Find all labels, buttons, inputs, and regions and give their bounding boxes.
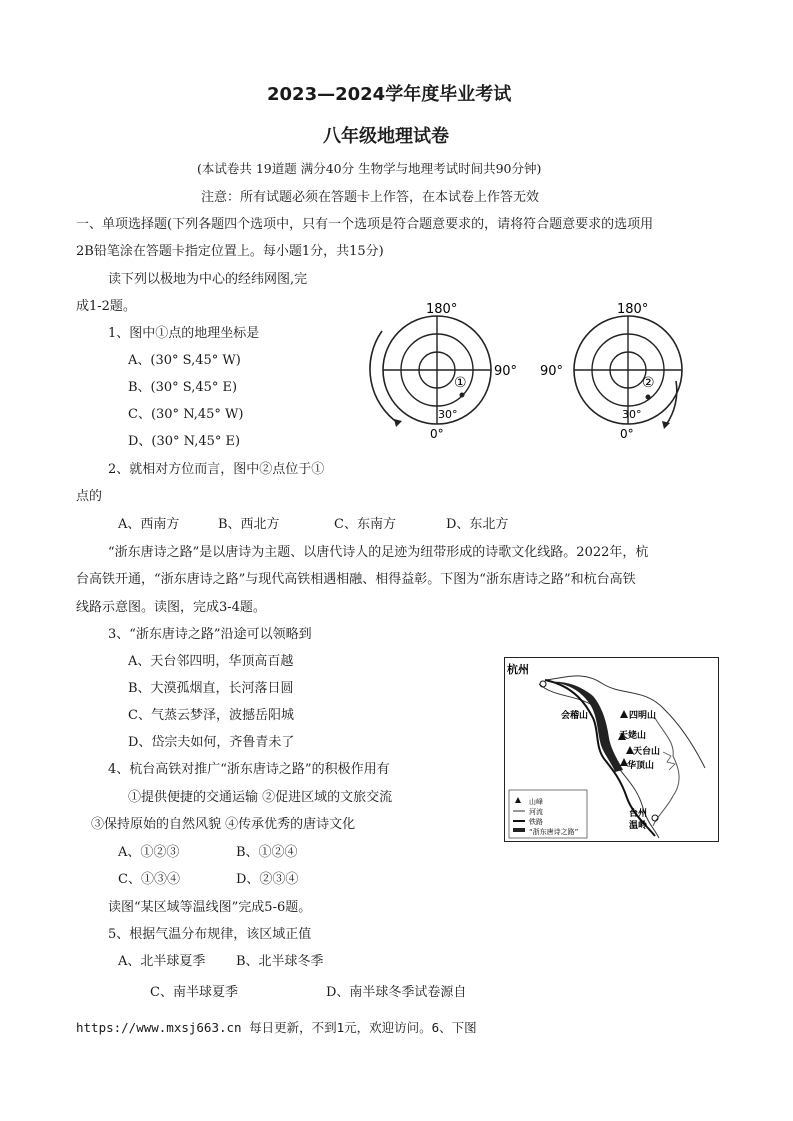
legend-railway: 铁路	[529, 818, 543, 826]
d2-label-lat: 30°	[622, 408, 642, 421]
q4-option-d: D、②③④	[236, 872, 299, 887]
q2-option-d: D、东北方	[446, 517, 509, 532]
point-1-dot	[460, 393, 465, 398]
read1-line2: 成1-2题。	[76, 299, 136, 314]
point-2-dot	[646, 395, 651, 400]
legend-poetry-road: “浙东唐诗之路”	[529, 828, 579, 836]
q2-stem-line1: 2、就相对方位而言，图中②点位于①	[108, 462, 325, 477]
map-label-kuaiji: 会稽山	[561, 711, 589, 721]
q3-option-a: A、天台邻四明，华顶高百越	[128, 654, 294, 669]
q4-option-a: A、①②③	[118, 845, 180, 860]
map-label-taizhou: 台州	[629, 809, 648, 819]
exam-notice: 注意：所有试题必须在答题卡上作答，在本试卷上作答无效	[201, 190, 540, 205]
q2-option-b: B、西北方	[218, 517, 280, 532]
q5-option-a: A、北半球夏季	[118, 954, 206, 969]
q4-stem: 4、杭台高铁对推广“浙东唐诗之路”的积极作用有	[108, 762, 390, 777]
route-map	[504, 657, 719, 842]
d2-label-bottom: 0°	[620, 427, 634, 441]
q1-option-b: B、(30° S,45° E)	[128, 380, 238, 395]
footer-watermark: https://www.mxsj663.cn 每日更新，不到1元，欢迎访问。6、下图	[76, 1020, 477, 1035]
section1-intro-line2: 2B铅笔涂在答题卡指定位置上。每小题1分，共15分)	[76, 244, 384, 259]
q1-option-d: D、(30° N,45° E)	[128, 434, 241, 449]
map-label-tiantai: 天台山	[633, 747, 661, 757]
q2-stem-line2: 点的	[76, 489, 103, 504]
q4-option-b: B、①②④	[236, 845, 298, 860]
q1-option-c: C、(30° N,45° W)	[128, 407, 244, 422]
q3-option-c: C、气蒸云梦泽，波撼岳阳城	[128, 708, 294, 723]
section1-intro-line1: 一、单项选择题(下列各题四个选项中，只有一个选项是符合题意要求的，请将符合题意要求的选项用	[76, 217, 654, 232]
map-label-tianlao: 天姥山	[619, 731, 647, 741]
map-label-siming: 四明山	[629, 711, 657, 721]
read2-text: 读图“某区域等温线图”完成5-6题。	[108, 900, 312, 915]
q2-option-c: C、东南方	[334, 517, 396, 532]
passage-line3: 线路示意图。读图，完成3-4题。	[76, 600, 266, 615]
q2-option-a: A、西南方	[118, 517, 180, 532]
q5-option-d: D、南半球冬季试卷源自	[326, 985, 467, 1000]
q1-option-a: A、(30° S,45° W)	[128, 353, 241, 368]
exam-info: (本试卷共 19道题 满分40分 生物学与地理考试时间共90分钟)	[197, 161, 542, 176]
q5-stem: 5、根据气温分布规律，该区域正值	[108, 927, 312, 942]
d1-label-lat: 30°	[438, 408, 458, 421]
q4-line1: ①提供便捷的交通运输 ②促进区域的文旅交流	[128, 790, 393, 805]
map-label-wenling: 温岭	[629, 821, 648, 831]
map-label-huading: 华顶山	[627, 761, 655, 771]
q4-line2: ③保持原始的自然风貌 ④传承优秀的唐诗文化	[91, 817, 356, 832]
d2-label-left: 90°	[540, 364, 564, 379]
polar-diagram-1	[370, 302, 517, 441]
exam-subtitle: 八年级地理试卷	[323, 126, 449, 147]
legend-river: 河流	[529, 808, 543, 816]
q4-option-c: C、①③④	[118, 872, 180, 887]
q3-option-b: B、大漠孤烟直，长河落日圆	[128, 681, 294, 696]
q5-option-c: C、南半球夏季	[150, 985, 238, 1000]
q3-option-d: D、岱宗夫如何，齐鲁青未了	[128, 735, 295, 750]
d1-label-top: 180°	[426, 302, 458, 317]
polar-diagrams	[360, 295, 730, 445]
exam-title: 2023—2024学年度毕业考试	[267, 84, 512, 105]
legend-peak: 山峰	[529, 798, 543, 806]
map-label-hangzhou: 杭州	[507, 663, 529, 676]
polar-diagram-2	[540, 302, 682, 441]
d2-label-top: 180°	[617, 302, 649, 317]
passage-line1: “浙东唐诗之路”是以唐诗为主题、以唐代诗人的足迹为纽带形成的诗歌文化线路。2022年，杭	[108, 545, 649, 560]
q3-stem: 3、“浙东唐诗之路”沿途可以领略到	[108, 627, 312, 642]
d1-label-right: 90°	[494, 364, 518, 379]
passage-line2: 台高铁开通，“浙东唐诗之路”与现代高铁相遇相融、相得益彰。下图为“浙东唐诗之路”和杭台高铁	[76, 572, 636, 587]
d1-point-label: ①	[454, 375, 467, 391]
q5-option-b: B、北半球冬季	[236, 954, 324, 969]
d1-label-bottom: 0°	[430, 427, 444, 441]
q1-stem: 1、图中①点的地理坐标是	[108, 326, 260, 341]
read1-line1: 读下列以极地为中心的经纬网图,完	[108, 272, 308, 287]
d2-point-label: ②	[642, 375, 655, 391]
